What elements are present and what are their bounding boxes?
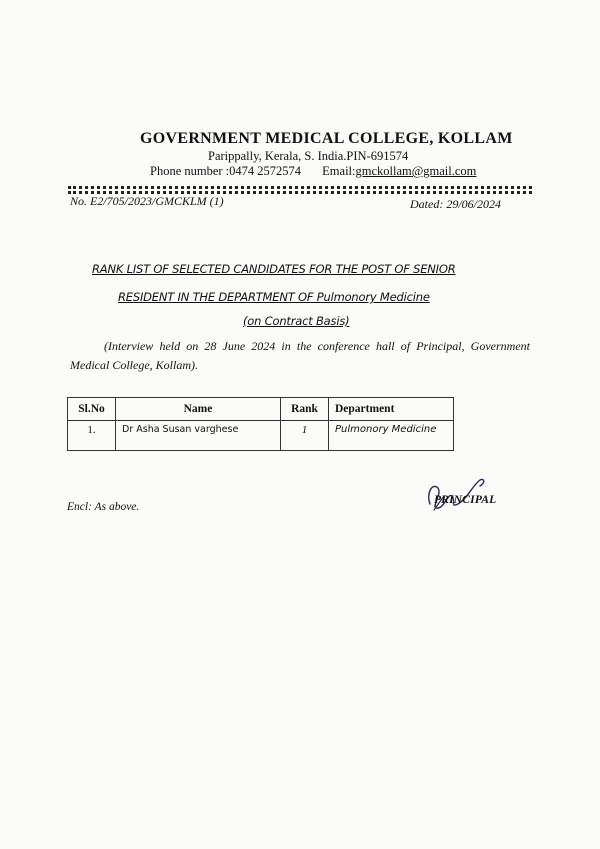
cell-rank: 1 — [281, 421, 329, 451]
interview-note: (Interview held on 28 June 2024 in the conference hall of Principal, Government Medical College, Kollam). — [70, 339, 530, 372]
header-sl-no: Sl.No — [68, 398, 116, 421]
table-header-row — [68, 398, 454, 421]
phone-number: Phone number :0474 2572574 — [150, 164, 302, 178]
contact-line — [150, 164, 476, 179]
header-name: Name — [116, 398, 281, 421]
title-line-3: (on Contract Basis) — [243, 314, 350, 328]
title-line-1: RANK LIST OF SELECTED CANDIDATES FOR THE POST OF SENIOR — [92, 262, 456, 276]
table-row — [68, 421, 454, 451]
rank-list-table — [67, 397, 454, 451]
email-label: Email: — [322, 164, 356, 178]
date: Dated: 29/06/2024 — [410, 197, 501, 211]
reference-number: No. E2/705/2023/GMCKLM (1) — [70, 194, 224, 208]
header-rank: Rank — [281, 398, 329, 421]
email-link[interactable]: gmckollam@gmail.com — [355, 164, 477, 178]
title-line-2: RESIDENT IN THE DEPARTMENT OF Pulmonory Medicine — [118, 290, 430, 304]
cell-sl-no: 1. — [68, 421, 116, 451]
enclosure-note: Encl: As above. — [67, 501, 140, 513]
college-name: GOVERNMENT MEDICAL COLLEGE, KOLLAM — [140, 130, 513, 147]
cell-name: Dr Asha Susan varghese — [116, 421, 281, 451]
header-department: Department — [329, 398, 454, 421]
signatory-title: PRINCIPAL — [434, 494, 497, 506]
college-address: Parippally, Kerala, S. India.PIN-691574 — [208, 149, 409, 163]
header-divider-top — [68, 186, 532, 189]
cell-department: Pulmonory Medicine — [329, 421, 454, 451]
